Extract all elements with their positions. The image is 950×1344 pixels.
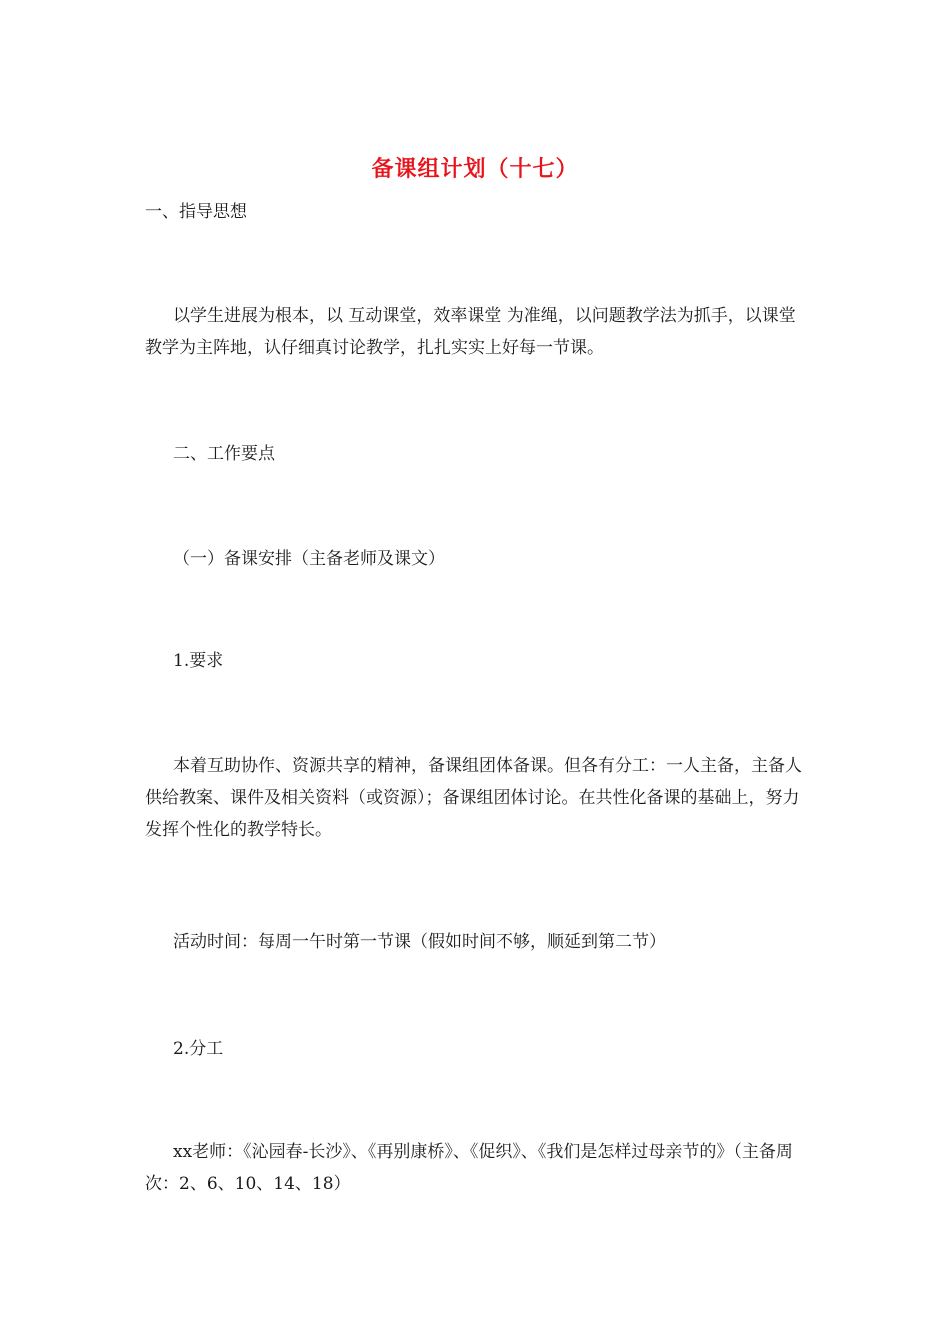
section-heading-work-points: 二、工作要点 <box>173 444 275 464</box>
paragraph-teacher-assignment: xx老师：《沁园春-长沙》、《再别康桥》、《促织》、《我们是怎样过母亲节的》（主备周次：2、6、10、14、18） <box>145 1142 793 1194</box>
paragraph-guiding-ideology: 以学生进展为根本，以 互动课堂，效率课堂 为准绳，以问题教学法为抓手，以课堂教学为主阵地，认仔细真讨论教学，扎扎实实上好每一节课。 <box>145 306 796 358</box>
item-heading-requirements: 1.要求 <box>173 651 224 671</box>
subsection-heading-lesson-arrangement: （一）备课安排（主备老师及课文） <box>173 549 445 569</box>
item-heading-division: 2.分工 <box>173 1039 224 1059</box>
paragraph-activity-time: 活动时间：每周一午时第一节课（假如时间不够，顺延到第二节） <box>173 932 666 952</box>
section-heading-guiding-ideology: 一、指导思想 <box>145 202 247 222</box>
paragraph-requirements: 本着互助协作、资源共享的精神，备课组团体备课。但各有分工：一人主备，主备人供给教案、课件及相关资料（或资源）；备课组团体讨论。在共性化备课的基础上，努力发挥个性化的教学特长。 <box>145 756 802 840</box>
document-title: 备课组计划（十七） <box>371 156 579 182</box>
